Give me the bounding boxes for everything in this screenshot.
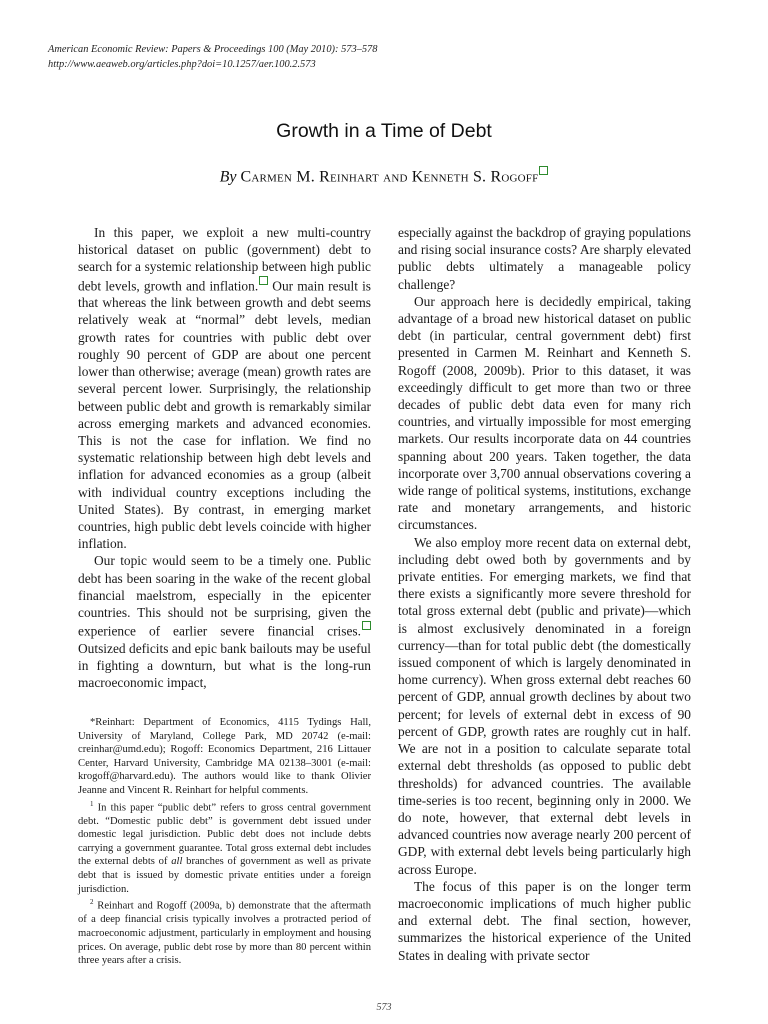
footnote-text: Reinhart and Rogoff (2009a, b) demonstrate that the aftermath of a deep financial crisis typically involves a protracted period of macroeconomic adjustment, particularly in employment and housing prices. On average, public debt rose by more than 80 percent within three years after a crisis.	[78, 900, 371, 967]
footnote-2-link-icon[interactable]	[362, 621, 371, 630]
byline-authors: Carmen M. Reinhart and Kenneth S. Rogoff	[240, 168, 539, 186]
footnote-text: In this paper “public debt” refers to gross central government debt. “Domestic public debt” is government debt issued under domestic legal jurisdiction. Public debt does not include debts carrying a government guarantee. Total gross external debt includes the external debts of	[78, 802, 371, 868]
paragraph: The focus of this paper is on the longer term macroeconomic implications of much higher public and external debt. The final section, however, summarizes the historical experience of the United States in dealing with private sector	[398, 878, 691, 963]
footnote-1-link-icon[interactable]	[259, 276, 268, 285]
journal-header	[48, 42, 377, 72]
left-column	[78, 224, 371, 691]
paragraph	[78, 552, 371, 691]
paragraph: Our approach here is decidedly empirical, taking advantage of a broad new historical dataset on public debt (in particular, central government debt) first presented in Carmen M. Reinhart and Kenneth S. Rogoff (2008, 2009b). Prior to this dataset, it was exceedingly difficult to get more than two or three decades of public debt data even for many rich countries, and virtually impossible for most emerging markets. Our results incorporate data on 44 countries spanning about 200 years. Taken together, the data incorporate over 3,700 annual observations covering a wide range of political systems, institutions, exchange rate and monetary arrangements, and historic circumstances.	[398, 293, 691, 533]
footnote-text: branches of government as well as private debt that is issued by domestic private entities under a foreign jurisdiction.	[78, 856, 371, 895]
article-url[interactable]: http://www.aeaweb.org/articles.php?doi=10.1257/aer.100.2.573	[48, 59, 316, 70]
paragraph	[78, 224, 371, 552]
paragraph: especially against the backdrop of graying populations and rising social insurance costs? Are sharply elevated public debts ultimately a manageable policy challenge?	[398, 225, 691, 292]
paper-title: Growth in a Time of Debt	[276, 120, 492, 142]
footnote-number: 1	[90, 799, 94, 808]
paragraph-text: Our topic would seem to be a timely one. Public debt has been soaring in the wake of the recent global financial maelstrom, especially in the epicenter countries. This should not be surprising, given the experience of earlier severe financial crises.	[78, 553, 371, 639]
byline-by: By	[219, 168, 237, 186]
author-footnote-link-icon[interactable]	[539, 166, 548, 175]
paragraph-text: In this paper, we exploit a new multi-country historical dataset on public (government) debt to search for a systemic relationship between high public debt levels, growth and inflation.	[78, 225, 371, 294]
right-column	[398, 224, 691, 964]
paragraph-text: Outsized deficits and epic bank bailouts may be useful in fighting a downturn, but what is the long-run macroeconomic impact,	[78, 640, 371, 691]
byline	[0, 166, 768, 186]
author-affiliation-footnote: *Reinhart: Department of Economics, 4115 Tydings Hall, University of Maryland, College Park, MD 20742 (e-mail: creinhar@umd.edu); Rogoff: Economics Department, 216 Littauer Center, Harvard University, Cambridge MA 02138–3001 (e-mail: krogoff@harvard.edu). The authors would like to thank Olivier Jeanne and Vincent R. Reinhart for helpful comments.	[78, 717, 371, 796]
footnote-number: 2	[90, 898, 94, 907]
paragraph-text: Our main result is that whereas the link between growth and debt seems relatively weak at “normal” debt levels, median growth rates for countries with public debt over roughly 90 percent of GDP are about one percent lower than otherwise; average (mean) growth rates are several percent lower. Surprisingly, the relationship between public debt and growth is remarkably similar across emerging markets and advanced economies. This is not the case for inflation. We find no systematic relationship between high debt levels and inflation for advanced economies as a group (albeit with individual country exceptions including the United States). By contrast, in emerging market countries, high public debt levels coincide with higher inflation.	[78, 278, 371, 552]
footnote-emphasis: all	[171, 856, 183, 868]
journal-citation: American Economic Review: Papers & Proceedings 100 (May 2010): 573–578	[48, 44, 378, 55]
footnote-1	[78, 798, 371, 897]
paragraph: We also employ more recent data on external debt, including debt owed both by governments and by private entities. For emerging markets, we find that there exists a significantly more severe threshold for total gross external debt (public and private)—which is almost exclusively denominated in a foreign currency—than for total public debt (the domestically issued component of which is largely denominated in home currency). When gross external debt reaches 60 percent of GDP, annual growth declines by about two percent; for levels of external debt in excess of 90 percent of GDP, growth rates are roughly cut in half. We are not in a position to calculate separate total external debt thresholds (as opposed to public debt thresholds) for advanced countries. The available time-series is too recent, beginning only in 2000. We do note, however, that external debt levels in advanced countries now average nearly 200 percent of GDP, with external debt levels being particularly high across Europe.	[398, 534, 691, 877]
footnotes	[78, 716, 371, 968]
page-number: 573	[376, 1002, 392, 1013]
footnote-2	[78, 896, 371, 968]
